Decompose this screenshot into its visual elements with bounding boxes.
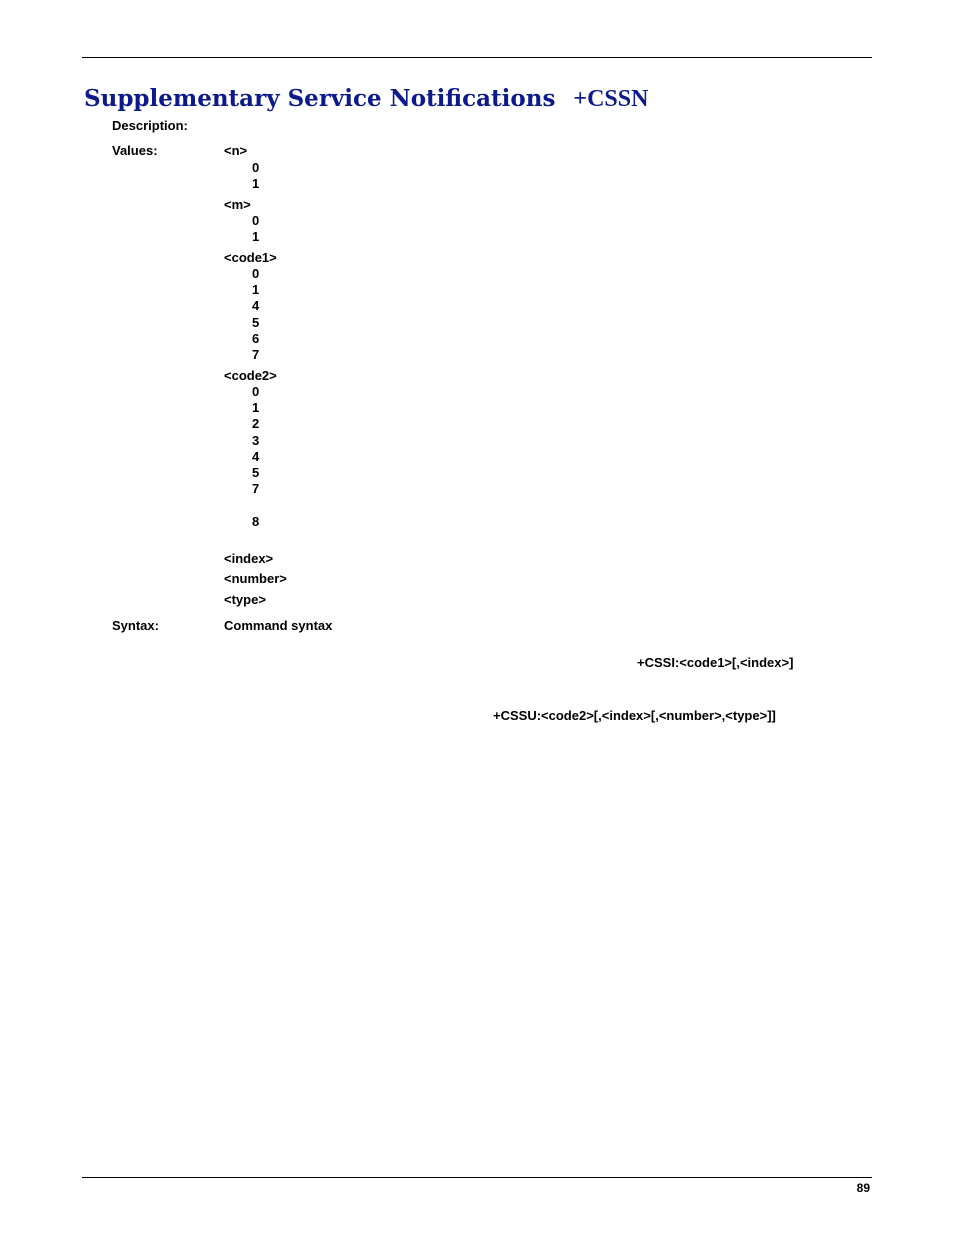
param-code2-value: 5	[252, 465, 260, 480]
param-code2-value: 1	[252, 400, 260, 415]
param-code2-value: 7	[252, 481, 260, 496]
param-code2-value: 8	[252, 514, 260, 529]
param-code2-value: 2	[252, 416, 260, 431]
param-index: <index>	[224, 551, 274, 566]
cssu-syntax: +CSSU:<code2>[,<index>[,<number>,<type>]]	[493, 708, 776, 723]
param-code1: <code1>	[224, 250, 277, 265]
footer-rule	[82, 1177, 872, 1178]
cssi-syntax: +CSSI:<code1>[,<index>]	[637, 655, 794, 670]
syntax-label: Syntax:	[112, 618, 159, 633]
param-m-value: 0	[252, 213, 260, 228]
param-code2: <code2>	[224, 368, 277, 383]
param-n: <n>	[224, 143, 248, 158]
param-code1-value: 0	[252, 266, 260, 281]
command-name: +CSSN	[573, 86, 649, 112]
description-label: Description:	[112, 118, 188, 133]
param-n-value: 0	[252, 160, 260, 175]
values-label: Values:	[112, 143, 158, 158]
param-code2-value: 4	[252, 449, 260, 464]
param-code2-value: 0	[252, 384, 260, 399]
param-type: <type>	[224, 592, 266, 607]
param-m: <m>	[224, 197, 251, 212]
param-code1-value: 6	[252, 331, 260, 346]
title-text: Supplementary Service Notifications	[84, 85, 556, 112]
param-code1-value: 4	[252, 298, 260, 313]
page-title	[84, 82, 648, 116]
param-n-value: 1	[252, 176, 260, 191]
page-number: 89	[856, 1181, 870, 1195]
param-m-value: 1	[252, 229, 260, 244]
header-rule	[82, 57, 872, 58]
param-code2-value: 3	[252, 433, 260, 448]
param-code1-value: 5	[252, 315, 260, 330]
param-code1-value: 1	[252, 282, 260, 297]
param-code1-value: 7	[252, 347, 260, 362]
param-number: <number>	[224, 571, 287, 586]
command-syntax-heading: Command syntax	[224, 618, 333, 633]
